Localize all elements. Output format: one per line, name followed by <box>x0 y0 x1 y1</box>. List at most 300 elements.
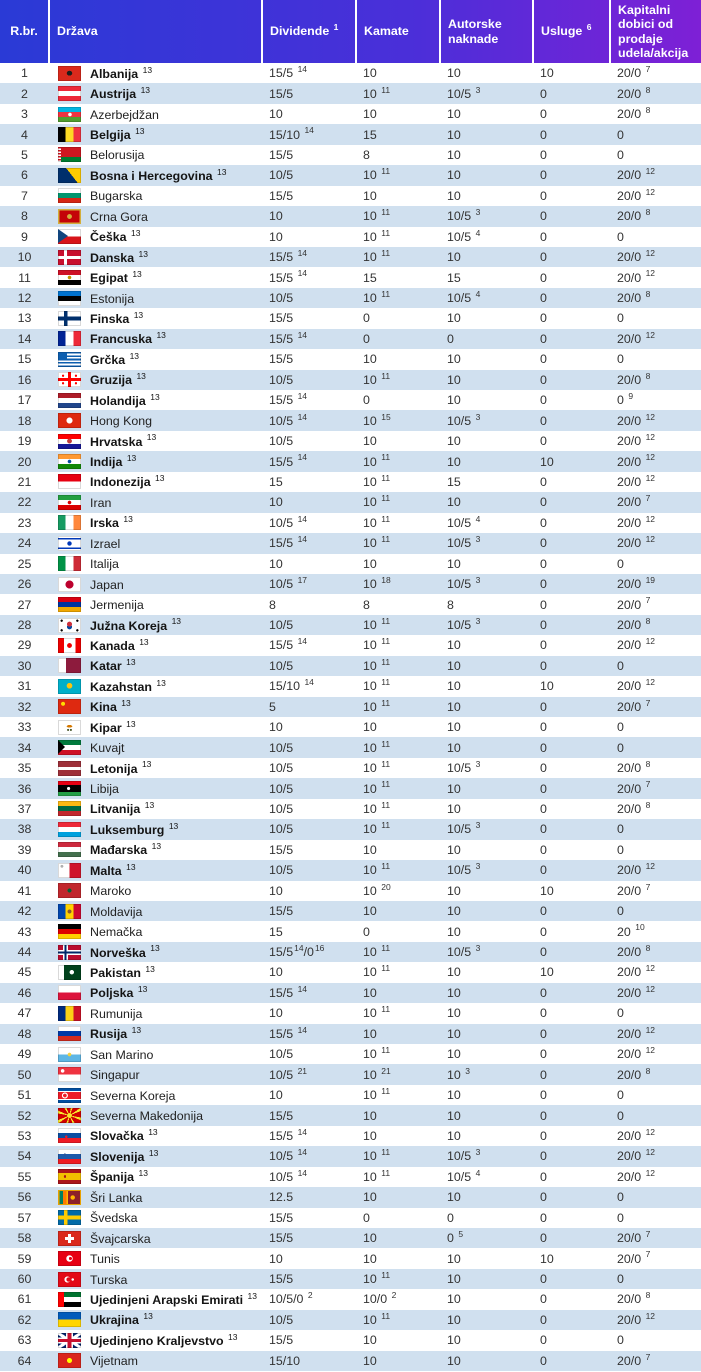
dividends-value: 10 <box>269 1251 283 1266</box>
country-cell <box>49 860 262 880</box>
table-row <box>0 1024 701 1044</box>
country-cell <box>49 962 262 982</box>
country-flag-icon <box>58 801 81 816</box>
country-cell <box>49 594 262 614</box>
services-value: 0 <box>540 699 547 714</box>
row-number: 5 <box>21 147 28 162</box>
row-number: 37 <box>17 801 32 816</box>
capital-gains-value: 0 <box>617 1272 624 1287</box>
services-value: 0 <box>540 638 547 653</box>
royalties-value: 10 <box>447 311 461 326</box>
country-flag-icon <box>58 1067 81 1082</box>
dividends-value: 15/5 <box>269 1333 294 1348</box>
country-cell <box>49 574 262 594</box>
country-cell <box>49 165 262 185</box>
dividends-value: 10/5 <box>269 822 294 837</box>
capital-gains-value: 20/0 $^{12}$ <box>617 513 656 530</box>
header-row <box>0 0 701 63</box>
dividends-value: 15/5 $^{14}$ <box>269 329 308 346</box>
interest-value: 10 <box>363 1251 377 1266</box>
interest-value: 10 $^{11}$ <box>363 963 391 980</box>
interest-value: 10 <box>363 434 377 449</box>
interest-value: 10 <box>363 352 377 367</box>
services-value: 0 <box>540 536 547 551</box>
capital-gains-value: 20/0 $^{12}$ <box>617 534 656 551</box>
interest-value: 10 $^{11}$ <box>363 697 391 714</box>
royalties-value: 10/5 $^4$ <box>447 513 481 530</box>
capital-gains-value: 0 <box>617 1108 624 1123</box>
royalties-value: 10 <box>447 1353 461 1368</box>
royalties-value: 10 <box>447 250 461 265</box>
interest-value: 10 $^{11}$ <box>363 615 391 633</box>
row-number: 8 <box>21 209 28 224</box>
dividends-value: 15 <box>269 474 283 489</box>
row-number: 16 <box>17 372 32 387</box>
country-flag-icon <box>58 270 81 285</box>
country-flag-icon <box>58 454 81 469</box>
table-row <box>0 1187 701 1207</box>
interest-value: 10 $^{11}$ <box>363 738 391 755</box>
services-value: 0 <box>540 250 547 265</box>
royalties-value: 10 <box>447 801 461 816</box>
row-number: 54 <box>17 1149 32 1164</box>
royalties-value: 15 <box>447 270 461 285</box>
country-name: Mađarska $^{13}$ <box>90 841 162 858</box>
country-flag-icon <box>58 945 81 960</box>
royalties-value: 10 <box>447 883 461 898</box>
capital-gains-value: 20/0 $^7$ <box>617 1249 651 1266</box>
royalties-value: 10 <box>447 781 461 796</box>
row-number: 2 <box>21 86 28 101</box>
country-name: Kuvajt <box>90 741 125 756</box>
country-cell <box>49 492 262 512</box>
country-cell <box>49 247 262 267</box>
services-value: 0 <box>540 1210 547 1225</box>
interest-value: 8 <box>363 597 370 612</box>
country-cell <box>49 799 262 819</box>
country-cell <box>49 451 262 471</box>
capital-gains-value: 0 <box>617 1190 624 1205</box>
services-value: 0 <box>540 1231 547 1246</box>
dividends-value: 15/5 <box>269 86 294 101</box>
services-value: 0 <box>540 168 547 183</box>
country-name: Izrael <box>90 536 121 551</box>
capital-gains-value: 20/0 $^7$ <box>617 493 651 510</box>
services-value: 0 <box>540 658 547 673</box>
country-flag-icon <box>58 209 81 224</box>
column-header: R.br. <box>10 24 38 39</box>
row-number: 22 <box>17 495 32 510</box>
interest-value: 10 <box>363 66 377 81</box>
country-name: Tunis <box>90 1252 120 1267</box>
country-name: Rumunija <box>90 1006 143 1021</box>
country-name: Kipar $^{13}$ <box>90 718 136 735</box>
country-cell <box>49 1085 262 1105</box>
row-number: 3 <box>21 107 28 122</box>
country-flag-icon <box>58 1006 81 1021</box>
interest-value: 10 $^{11}$ <box>363 84 391 101</box>
country-cell <box>49 1044 262 1064</box>
capital-gains-value: 20/0 $^8$ <box>617 942 651 960</box>
interest-value: 10 $^{20}$ <box>363 881 391 898</box>
dividends-value: 10/5 <box>269 372 294 387</box>
dividends-value: 10/5 $^{14}$ <box>269 1167 308 1184</box>
interest-value: 10 $^{11}$ <box>363 758 391 776</box>
services-value: 0 <box>540 147 547 162</box>
capital-gains-value: 20/0 $^8$ <box>617 207 651 224</box>
capital-gains-value: 20 $^{10}$ <box>617 922 645 939</box>
services-value: 0 <box>540 372 547 387</box>
table-row <box>0 165 701 185</box>
royalties-value: 10 <box>447 679 461 694</box>
royalties-value: 10 <box>447 638 461 653</box>
services-value: 0 <box>540 1026 547 1041</box>
royalties-value: 0 <box>447 331 454 346</box>
country-flag-icon <box>58 740 81 755</box>
dividends-value: 15/5 <box>269 1210 294 1225</box>
country-flag-icon <box>58 924 81 939</box>
country-flag-icon <box>58 1149 81 1164</box>
capital-gains-value: 20/0 $^8$ <box>617 1065 651 1082</box>
interest-value: 10 <box>363 904 377 919</box>
dividends-value: 10/5 $^{17}$ <box>269 575 308 592</box>
royalties-value: 10 <box>447 1026 461 1041</box>
country-name: Hrvatska $^{13}$ <box>90 432 157 449</box>
capital-gains-value: 20/0 $^8$ <box>617 370 651 387</box>
country-name: Singapur <box>90 1068 140 1083</box>
country-name: Švedska <box>90 1211 138 1226</box>
dividends-value: 10 <box>269 209 283 224</box>
country-cell <box>49 676 262 696</box>
capital-gains-value: 0 <box>617 127 624 142</box>
country-cell <box>49 717 262 737</box>
country-name: Francuska $^{13}$ <box>90 330 166 347</box>
country-name: Belorusija <box>90 148 145 163</box>
royalties-value: 10 <box>447 699 461 714</box>
capital-gains-value: 0 <box>617 1088 624 1103</box>
capital-gains-value: 20/0 $^8$ <box>617 799 651 816</box>
dividends-value: 15/5 $^{14}$ <box>269 983 308 1000</box>
row-number: 25 <box>17 556 32 571</box>
row-number: 55 <box>17 1169 32 1184</box>
country-cell <box>49 1126 262 1146</box>
table-row <box>0 370 701 390</box>
capital-gains-value: 20/0 $^{12}$ <box>617 1045 656 1062</box>
country-cell <box>49 1024 262 1044</box>
table-row <box>0 819 701 839</box>
table-row <box>0 1330 701 1350</box>
dividends-value: $15/5^{14}/0^{16}$ <box>269 942 325 960</box>
table-header <box>0 0 701 63</box>
country-name: Švajcarska <box>90 1231 151 1246</box>
services-value: 10 <box>540 965 554 980</box>
services-value: 0 <box>540 474 547 489</box>
country-cell <box>49 410 262 430</box>
dividends-value: 10/5 $^{14}$ <box>269 513 308 530</box>
interest-value: 10 $^{11}$ <box>363 1147 391 1164</box>
row-number: 18 <box>17 413 32 428</box>
row-number: 59 <box>17 1251 32 1266</box>
capital-gains-value: 20/0 $^8$ <box>617 84 651 101</box>
services-value: 0 <box>540 270 547 285</box>
dividends-value: 10/5 <box>269 761 294 776</box>
dividends-value: 15/5 <box>269 1231 294 1246</box>
services-value: 0 <box>540 945 547 960</box>
table-row <box>0 758 701 778</box>
table-row <box>0 881 701 901</box>
country-name: Iran <box>90 495 112 510</box>
royalties-value: 10/5 $^3$ <box>447 207 481 224</box>
interest-value: 10 $^{11}$ <box>363 534 391 551</box>
row-number: 50 <box>17 1067 32 1082</box>
country-flag-icon <box>58 66 81 81</box>
services-value: 0 <box>540 1353 547 1368</box>
royalties-value: 10 <box>447 1047 461 1062</box>
interest-value: 10 <box>363 1026 377 1041</box>
royalties-value: 10 <box>447 495 461 510</box>
row-number: 48 <box>17 1026 32 1041</box>
capital-gains-value: 0 <box>617 352 624 367</box>
table-row <box>0 737 701 757</box>
capital-gains-value: 20/0 $^7$ <box>617 595 651 612</box>
royalties-value: 10 <box>447 454 461 469</box>
dividends-value: 15/5 $^{14}$ <box>269 534 308 551</box>
capital-gains-value: 0 <box>617 720 624 735</box>
services-value: 0 <box>540 1292 547 1307</box>
column-header: Autorske naknade <box>440 0 533 63</box>
table-row <box>0 513 701 533</box>
country-flag-icon <box>58 372 81 387</box>
interest-value: 10 $^{11}$ <box>363 861 391 878</box>
interest-value: 0 <box>363 1210 370 1225</box>
interest-value: 10 $^{11}$ <box>363 1085 391 1103</box>
country-cell <box>49 186 262 206</box>
country-name: Severna Koreja <box>90 1088 176 1103</box>
table-row <box>0 901 701 921</box>
capital-gains-value: 0 $^9$ <box>617 391 634 408</box>
capital-gains-value: 0 <box>617 822 624 837</box>
country-cell <box>49 83 262 103</box>
country-name: Litvanija $^{13}$ <box>90 800 155 817</box>
country-flag-icon <box>58 679 81 694</box>
interest-value: 10 $^{21}$ <box>363 1065 391 1082</box>
interest-value: 10 <box>363 1108 377 1123</box>
country-name: Češka $^{13}$ <box>90 228 141 245</box>
row-number: 11 <box>18 270 31 285</box>
interest-value: 10 $^{11}$ <box>363 248 391 265</box>
table-row <box>0 63 701 83</box>
services-value: 0 <box>540 1333 547 1348</box>
interest-value: 0 <box>363 311 370 326</box>
country-flag-icon <box>58 822 81 837</box>
table-row <box>0 635 701 655</box>
royalties-value: 10/5 $^4$ <box>447 288 481 306</box>
table-row <box>0 1003 701 1023</box>
dividends-value: 15/5 <box>269 147 294 162</box>
row-number: 33 <box>17 720 32 735</box>
country-cell <box>49 778 262 798</box>
column-header: Kamate <box>356 0 440 63</box>
dividends-value: 10 <box>269 1088 283 1103</box>
dividends-value: 10/5 <box>269 1047 294 1062</box>
royalties-value: 10 <box>447 720 461 735</box>
interest-value: 10 $^{11}$ <box>363 227 391 244</box>
royalties-value: 10/5 $^3$ <box>447 820 481 837</box>
capital-gains-value: 20/0 $^{12}$ <box>617 963 656 980</box>
country-cell <box>49 697 262 717</box>
row-number: 63 <box>17 1333 32 1348</box>
royalties-value: 10 <box>447 1333 461 1348</box>
country-cell <box>49 1187 262 1207</box>
country-name: Jermenija <box>90 598 144 613</box>
interest-value: 10 <box>363 1231 377 1246</box>
interest-value: 10 $^{11}$ <box>363 1004 391 1021</box>
country-name: Bugarska <box>90 189 143 204</box>
country-name: Danska $^{13}$ <box>90 248 148 265</box>
services-value: 0 <box>540 842 547 857</box>
royalties-value: 10/5 $^3$ <box>447 411 481 428</box>
row-number: 42 <box>17 904 32 919</box>
country-cell <box>49 881 262 901</box>
capital-gains-value: 0 <box>617 147 624 162</box>
country-cell <box>49 758 262 778</box>
royalties-value: 10 <box>447 1292 461 1307</box>
country-flag-icon <box>58 985 81 1000</box>
country-name: Hong Kong <box>90 414 153 429</box>
royalties-value: 10 <box>447 904 461 919</box>
country-name: Kazahstan $^{13}$ <box>90 677 166 694</box>
royalties-value: 10 <box>447 372 461 387</box>
royalties-value: 10/5 $^3$ <box>447 575 481 592</box>
country-cell <box>49 227 262 247</box>
row-number: 29 <box>17 638 32 653</box>
row-number: 14 <box>17 331 32 346</box>
table-row <box>0 267 701 287</box>
country-cell <box>49 1105 262 1125</box>
table-row <box>0 1085 701 1105</box>
dividends-value: 10/5 <box>269 658 294 673</box>
capital-gains-value: 20/0 $^{12}$ <box>617 472 656 489</box>
column-header: Kapitalni dobici od prodaje udela/akcija <box>610 0 701 63</box>
row-number: 27 <box>17 597 32 612</box>
country-flag-icon <box>58 168 81 183</box>
services-value: 0 <box>540 740 547 755</box>
interest-value: 0 <box>363 924 370 939</box>
dividends-value: 10/5 <box>269 291 294 306</box>
capital-gains-value: 20/0 $^{19}$ <box>617 575 656 592</box>
country-cell <box>49 635 262 655</box>
country-cell <box>49 1310 262 1330</box>
capital-gains-value: 0 <box>617 842 624 857</box>
table-row <box>0 1248 701 1268</box>
table-row <box>0 1105 701 1125</box>
dividends-value: 10 <box>269 229 283 244</box>
country-cell <box>49 737 262 757</box>
interest-value: 10 <box>363 107 377 122</box>
dividends-value: 10 <box>269 1006 283 1021</box>
country-flag-icon <box>58 1026 81 1041</box>
services-value: 0 <box>540 1128 547 1143</box>
country-name: Egipat $^{13}$ <box>90 268 142 286</box>
row-number: 9 <box>21 229 28 244</box>
country-flag-icon <box>58 577 81 592</box>
capital-gains-value: 20/0 $^7$ <box>617 881 651 898</box>
country-flag-icon <box>58 1312 81 1327</box>
country-cell <box>49 615 262 635</box>
dividends-value: 10 <box>269 883 283 898</box>
capital-gains-value: 20/0 $^7$ <box>617 779 651 796</box>
interest-value: 8 <box>363 147 370 162</box>
services-value: 0 <box>540 127 547 142</box>
capital-gains-value: 0 <box>617 740 624 755</box>
country-cell <box>49 390 262 410</box>
row-number: 36 <box>17 781 32 796</box>
royalties-value: 10 <box>447 127 461 142</box>
row-number: 30 <box>17 658 32 673</box>
dividends-value: 8 <box>269 597 276 612</box>
royalties-value: 0 $^5$ <box>447 1229 464 1246</box>
services-value: 10 <box>540 66 554 81</box>
interest-value: 10 $^{11}$ <box>363 370 391 387</box>
table-row <box>0 451 701 471</box>
table-row <box>0 472 701 492</box>
country-flag-icon <box>58 127 81 142</box>
row-number: 10 <box>17 250 32 265</box>
row-number: 28 <box>17 618 32 633</box>
country-name: Slovačka $^{13}$ <box>90 1127 158 1144</box>
royalties-value: 10/5 $^3$ <box>447 534 481 551</box>
capital-gains-value: 20/0 $^{12}$ <box>617 1024 656 1041</box>
country-cell <box>49 656 262 676</box>
interest-value: 10 $^{11}$ <box>363 472 391 489</box>
country-name: Ujedinjeni Arapski Emirati $^{13}$ <box>90 1290 258 1307</box>
interest-value: 10 $^{11}$ <box>363 1045 391 1062</box>
country-flag-icon <box>58 413 81 428</box>
interest-value: 10 $^{11}$ <box>363 656 391 673</box>
country-cell <box>49 1146 262 1166</box>
capital-gains-value: 20/0 $^{12}$ <box>617 1167 656 1184</box>
services-value: 0 <box>540 331 547 346</box>
country-cell <box>49 329 262 349</box>
country-flag-icon <box>58 515 81 530</box>
royalties-value: 10/5 $^4$ <box>447 1167 481 1184</box>
interest-value: 15 <box>363 270 377 285</box>
country-cell <box>49 533 262 553</box>
table-row <box>0 104 701 124</box>
dividends-value: 10 <box>269 107 283 122</box>
royalties-value: 10 <box>447 1312 461 1327</box>
table-row <box>0 1044 701 1064</box>
country-cell <box>49 819 262 839</box>
country-flag-icon <box>58 107 81 122</box>
interest-value: 15 <box>363 127 377 142</box>
country-cell <box>49 1269 262 1289</box>
interest-value: 10 $^{11}$ <box>363 820 391 837</box>
services-value: 0 <box>540 311 547 326</box>
services-value: 0 <box>540 1006 547 1021</box>
country-flag-icon <box>58 188 81 203</box>
table-row <box>0 390 701 410</box>
table-row <box>0 227 701 247</box>
row-number: 58 <box>17 1231 32 1246</box>
interest-value: 10 $^{11}$ <box>363 1269 391 1287</box>
royalties-value: 10 <box>447 1108 461 1123</box>
services-value: 0 <box>540 904 547 919</box>
country-name: Letonija $^{13}$ <box>90 759 152 776</box>
services-value: 0 <box>540 577 547 592</box>
capital-gains-value: 20/0 $^{12}$ <box>617 636 656 653</box>
table-row <box>0 574 701 594</box>
